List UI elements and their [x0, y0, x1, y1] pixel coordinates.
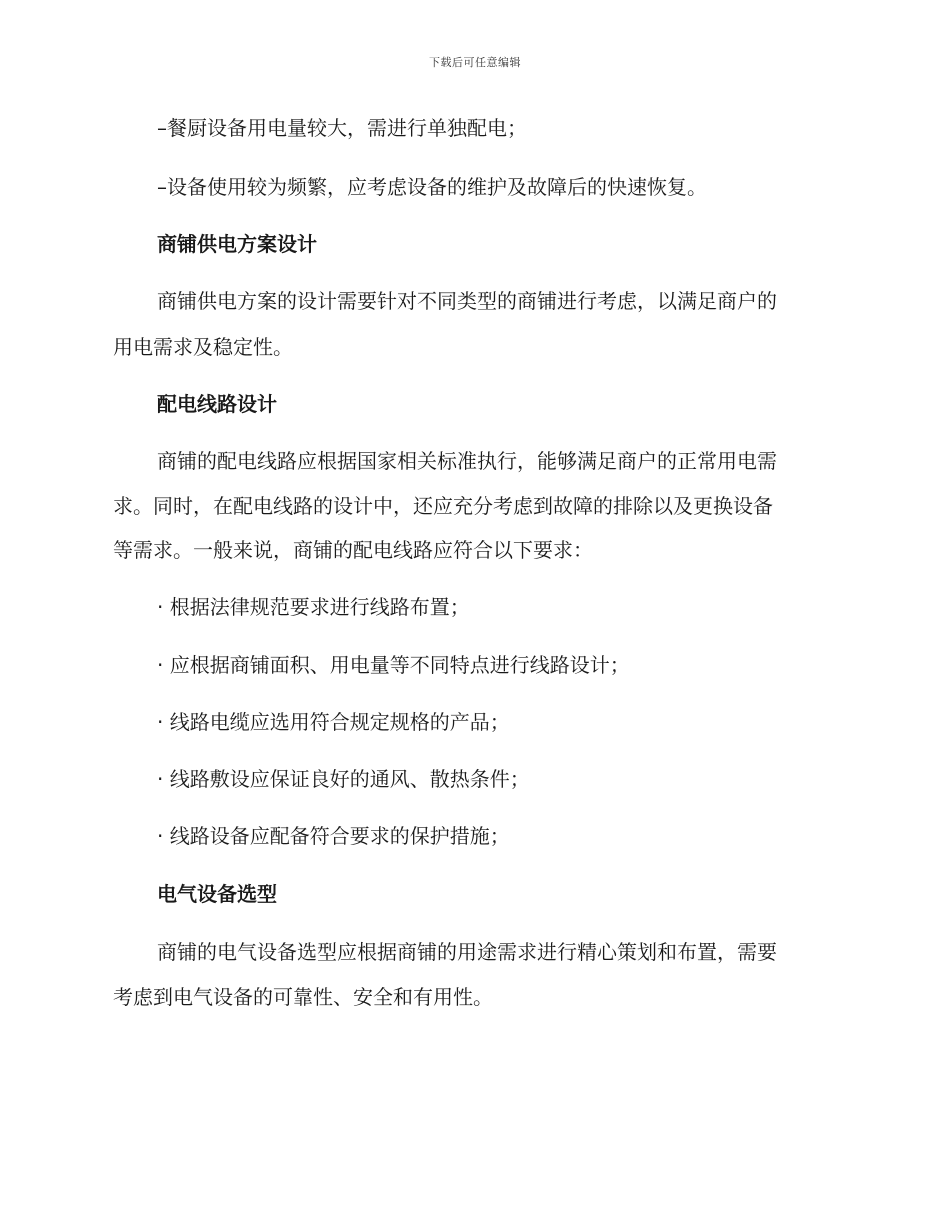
section-heading-equipment-selection: 电气设备选型: [157, 882, 277, 906]
bullet-item: · 根据法律规范要求进行线路布置；: [157, 595, 470, 619]
bullet-item: · 线路敷设应保证良好的通风、散热条件；: [157, 767, 530, 791]
paragraph-line: 商铺的配电线路应根据国家相关标准执行，能够满足商户的正常用电需: [157, 449, 777, 473]
dash-item: –餐厨设备用电量较大，需进行单独配电；: [157, 116, 527, 140]
paragraph-line: 考虑到电气设备的可靠性、安全和有用性。: [113, 985, 493, 1009]
paragraph-line: 商铺供电方案的设计需要针对不同类型的商铺进行考虑，以满足商户的: [157, 289, 777, 313]
section-heading-power-supply: 商铺供电方案设计: [157, 232, 317, 256]
dash-item: –设备使用较为频繁，应考虑设备的维护及故障后的快速恢复。: [157, 175, 707, 199]
bullet-item: · 线路设备应配备符合要求的保护措施；: [157, 824, 510, 848]
paragraph-line: 商铺的电气设备选型应根据商铺的用途需求进行精心策划和布置，需要: [157, 940, 777, 964]
paragraph-line: 等需求。一般来说，商铺的配电线路应符合以下要求：: [113, 538, 593, 562]
bullet-item: · 线路电缆应选用符合规定规格的产品；: [157, 710, 510, 734]
paragraph-line: 求。同时，在配电线路的设计中，还应充分考虑到故障的排除以及更换设备: [113, 494, 773, 518]
header-note: 下载后可任意编辑: [429, 56, 521, 69]
paragraph-line: 用电需求及稳定性。: [113, 335, 293, 359]
section-heading-distribution-lines: 配电线路设计: [157, 392, 277, 416]
bullet-item: · 应根据商铺面积、用电量等不同特点进行线路设计；: [157, 653, 630, 677]
